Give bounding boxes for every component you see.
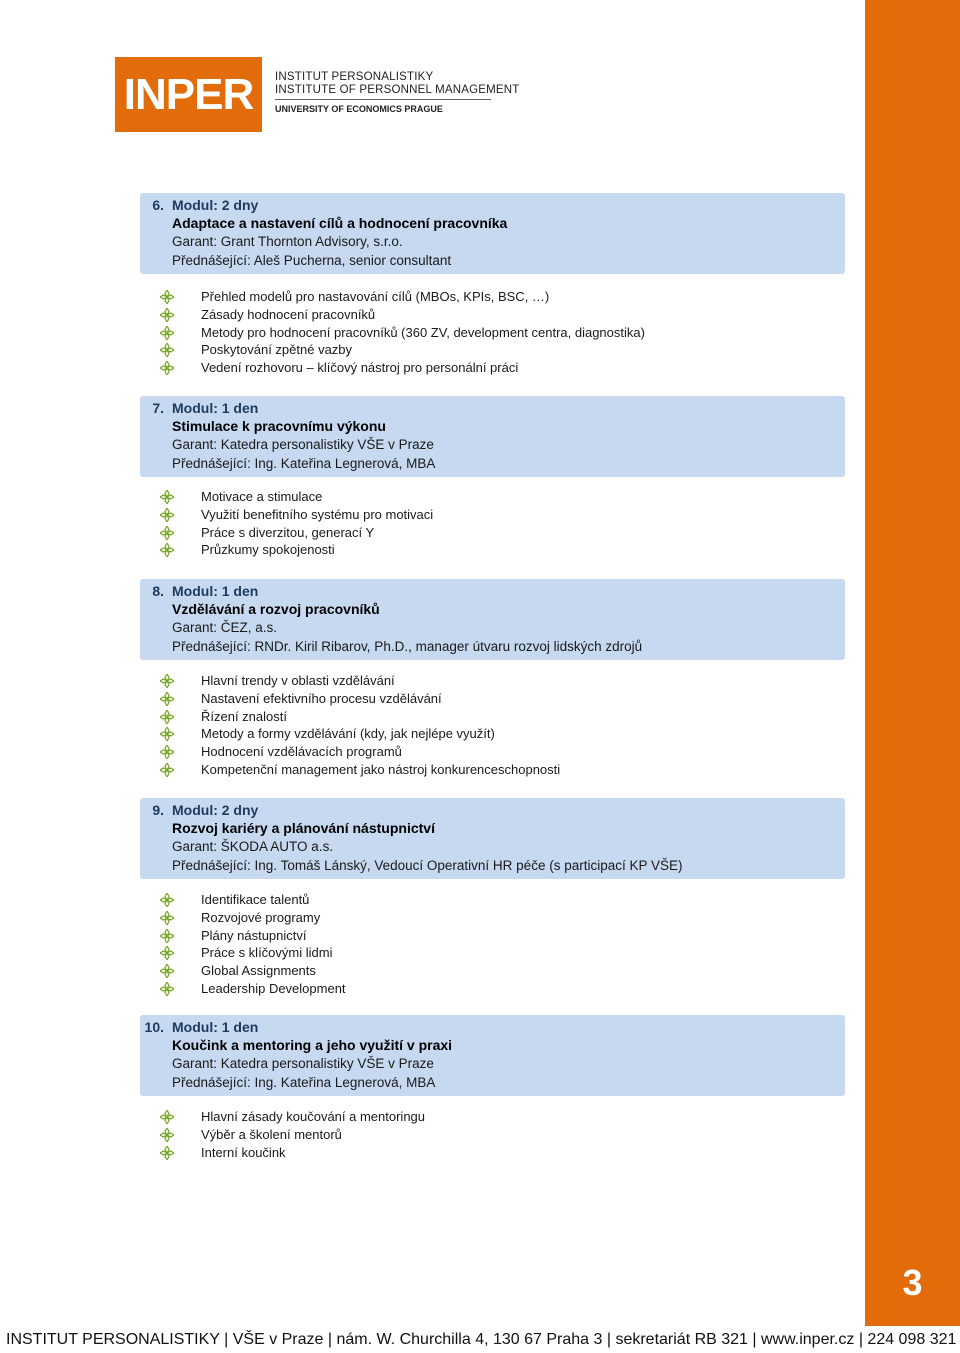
list-item xyxy=(160,672,560,690)
list-item-text: Rozvojové programy xyxy=(201,909,321,925)
module-garant-row xyxy=(140,435,845,454)
logo-text xyxy=(275,71,520,114)
list-item-text: Hlavní trendy v oblasti vzdělávání xyxy=(201,673,395,688)
logo-line-2: INSTITUTE OF PERSONNEL MANAGEMENT xyxy=(275,84,520,96)
module-lecturer: Přednášející: Ing. Kateřina Legnerová, MBA xyxy=(172,456,436,471)
logo-line-1: INSTITUT PERSONALISTIKY xyxy=(275,71,434,83)
list-item-text: Průzkumy spokojenosti xyxy=(201,542,335,558)
module-header-row xyxy=(140,196,845,214)
module-header-row xyxy=(140,801,845,819)
list-item xyxy=(160,944,346,962)
module-8-header xyxy=(140,579,845,660)
list-item-text: Hodnocení vzdělávacích programů xyxy=(201,744,402,760)
module-title: Vzdělávání a rozvoj pracovníků xyxy=(172,601,380,617)
diamond-bullet-icon xyxy=(160,1146,174,1160)
module-title: Koučink a mentoring a jeho využití v praxi xyxy=(172,1037,453,1053)
diamond-bullet-icon xyxy=(160,1110,174,1124)
diamond-bullet-icon xyxy=(160,343,174,357)
module-lecturer-row xyxy=(140,637,845,656)
list-item-text: Leadership Development xyxy=(201,980,346,996)
list-item xyxy=(160,1144,425,1162)
module-duration: Modul: 1 den xyxy=(172,400,259,416)
diamond-bullet-icon xyxy=(160,964,174,978)
module-lecturer-row xyxy=(140,856,845,875)
diamond-bullet-icon xyxy=(160,911,174,925)
module-lecturer: Přednášející: RNDr. Kiril Ribarov, Ph.D., manager útvaru rozvoj lidských zdrojů xyxy=(172,639,643,654)
diamond-bullet-icon xyxy=(160,361,174,375)
module-title: Stimulace k pracovnímu výkonu xyxy=(172,418,386,434)
list-item-text: Práce s diverzitou, generací Y xyxy=(201,524,375,540)
module-8-topics xyxy=(160,672,560,779)
diamond-bullet-icon xyxy=(160,692,174,706)
logo-mark: INPER xyxy=(115,57,262,132)
list-item xyxy=(160,909,346,927)
diamond-bullet-icon xyxy=(160,893,174,907)
diamond-bullet-icon xyxy=(160,290,174,304)
list-item xyxy=(160,690,560,708)
list-item xyxy=(160,725,560,743)
module-title-row xyxy=(140,417,845,435)
module-7-header xyxy=(140,396,845,477)
module-6-header xyxy=(140,193,845,274)
list-item-text: Vedení rozhovoru – klíčový nástroj pro personální práci xyxy=(201,360,519,376)
list-item-text: Práce s klíčovými lidmi xyxy=(201,945,333,961)
module-garant: Garant: Grant Thornton Advisory, s.r.o. xyxy=(172,234,403,249)
diamond-bullet-icon xyxy=(160,710,174,724)
list-item-text: Metody a formy vzdělávání (kdy, jak nejlépe využít) xyxy=(201,726,495,742)
module-9-topics xyxy=(160,891,346,998)
list-item-text: Řízení znalostí xyxy=(201,708,287,724)
list-item xyxy=(160,891,346,909)
list-item xyxy=(160,341,645,359)
list-item-text: Nastavení efektivního procesu vzdělávání xyxy=(201,690,442,706)
module-6-topics xyxy=(160,288,645,377)
list-item xyxy=(160,1108,425,1126)
module-number: 9. xyxy=(152,802,164,818)
module-lecturer-row xyxy=(140,251,845,270)
module-title-row xyxy=(140,819,845,837)
module-title-row xyxy=(140,1036,845,1054)
diamond-bullet-icon xyxy=(160,490,174,504)
module-7-topics xyxy=(160,488,433,559)
list-item-text: Motivace a stimulace xyxy=(201,489,323,504)
list-item-text: Plány nástupnictví xyxy=(201,927,307,943)
module-title-row xyxy=(140,600,845,618)
list-item-text: Přehled modelů pro nastavování cílů (MBOs, KPIs, BSC, …) xyxy=(201,289,550,304)
module-lecturer: Přednášející: Aleš Pucherna, senior consultant xyxy=(172,253,452,268)
list-item xyxy=(160,1126,425,1144)
module-garant-row xyxy=(140,232,845,251)
module-number: 10. xyxy=(144,1019,164,1035)
list-item xyxy=(160,306,645,324)
module-garant: Garant: ČEZ, a.s. xyxy=(172,620,278,635)
list-item-text: Hlavní zásady koučování a mentoringu xyxy=(201,1109,426,1124)
module-title: Adaptace a nastavení cílů a hodnocení pracovníka xyxy=(172,215,508,231)
module-garant: Garant: Katedra personalistiky VŠE v Praze xyxy=(172,437,434,452)
module-header-row xyxy=(140,582,845,600)
list-item xyxy=(160,488,433,506)
list-item-text: Interní koučink xyxy=(201,1144,286,1160)
list-item-text: Kompetenční management jako nástroj konkurenceschopnosti xyxy=(201,761,561,777)
diamond-bullet-icon xyxy=(160,326,174,340)
diamond-bullet-icon xyxy=(160,508,174,522)
diamond-bullet-icon xyxy=(160,674,174,688)
list-item xyxy=(160,506,433,524)
module-10-topics xyxy=(160,1108,425,1161)
list-item xyxy=(160,927,346,945)
logo-divider xyxy=(275,99,491,100)
diamond-bullet-icon xyxy=(160,929,174,943)
list-item-text: Výběr a školení mentorů xyxy=(201,1126,342,1142)
list-item xyxy=(160,288,645,306)
module-header-row xyxy=(140,399,845,417)
list-item-text: Metody pro hodnocení pracovníků (360 ZV, development centra, diagnostika) xyxy=(201,324,645,340)
module-duration: Modul: 2 dny xyxy=(172,802,259,818)
list-item xyxy=(160,962,346,980)
list-item xyxy=(160,359,645,377)
module-lecturer: Přednášející: Ing. Kateřina Legnerová, MBA xyxy=(172,1075,436,1090)
diamond-bullet-icon xyxy=(160,727,174,741)
list-item xyxy=(160,708,560,726)
diamond-bullet-icon xyxy=(160,763,174,777)
module-lecturer-row xyxy=(140,454,845,473)
diamond-bullet-icon xyxy=(160,946,174,960)
module-lecturer-row xyxy=(140,1073,845,1092)
module-10-header xyxy=(140,1015,845,1096)
list-item xyxy=(160,324,645,342)
diamond-bullet-icon xyxy=(160,308,174,322)
orange-sidebar xyxy=(865,0,960,1326)
page-number: 3 xyxy=(902,1262,923,1303)
logo-line-3: UNIVERSITY OF ECONOMICS PRAGUE xyxy=(275,104,443,114)
list-item-text: Zásady hodnocení pracovníků xyxy=(201,306,376,322)
module-number: 6. xyxy=(152,197,164,213)
list-item-text: Poskytování zpětné vazby xyxy=(201,342,353,358)
module-title-row xyxy=(140,214,845,232)
list-item-text: Využití benefitního systému pro motivaci xyxy=(201,506,434,522)
page-footer: INSTITUT PERSONALISTIKY | VŠE v Praze | nám. W. Churchilla 4, 130 67 Praha 3 | sekretariát RB 321 | www.inper.cz | 224 098 321 xyxy=(6,1331,957,1348)
module-header-row xyxy=(140,1018,845,1036)
module-duration: Modul: 1 den xyxy=(172,1019,259,1035)
module-9-header xyxy=(140,798,845,879)
module-duration: Modul: 1 den xyxy=(172,583,259,599)
module-duration: Modul: 2 dny xyxy=(172,197,259,213)
list-item xyxy=(160,541,433,559)
list-item-text: Identifikace talentů xyxy=(201,892,310,907)
module-number: 7. xyxy=(152,400,164,416)
module-garant: Garant: Katedra personalistiky VŠE v Praze xyxy=(172,1056,434,1071)
module-title: Rozvoj kariéry a plánování nástupnictví xyxy=(172,820,435,836)
diamond-bullet-icon xyxy=(160,982,174,996)
module-garant-row xyxy=(140,1054,845,1073)
diamond-bullet-icon xyxy=(160,1128,174,1142)
diamond-bullet-icon xyxy=(160,745,174,759)
module-number: 8. xyxy=(152,583,164,599)
list-item xyxy=(160,761,560,779)
list-item xyxy=(160,524,433,542)
diamond-bullet-icon xyxy=(160,526,174,540)
list-item xyxy=(160,743,560,761)
module-garant-row xyxy=(140,837,845,856)
diamond-bullet-icon xyxy=(160,543,174,557)
list-item-text: Global Assignments xyxy=(201,963,316,979)
module-lecturer: Přednášející: Ing. Tomáš Lánský, Vedoucí Operativní HR péče (s participací KP VŠE) xyxy=(172,858,683,873)
module-garant-row xyxy=(140,618,845,637)
list-item xyxy=(160,980,346,998)
module-garant: Garant: ŠKODA AUTO a.s. xyxy=(172,839,334,854)
